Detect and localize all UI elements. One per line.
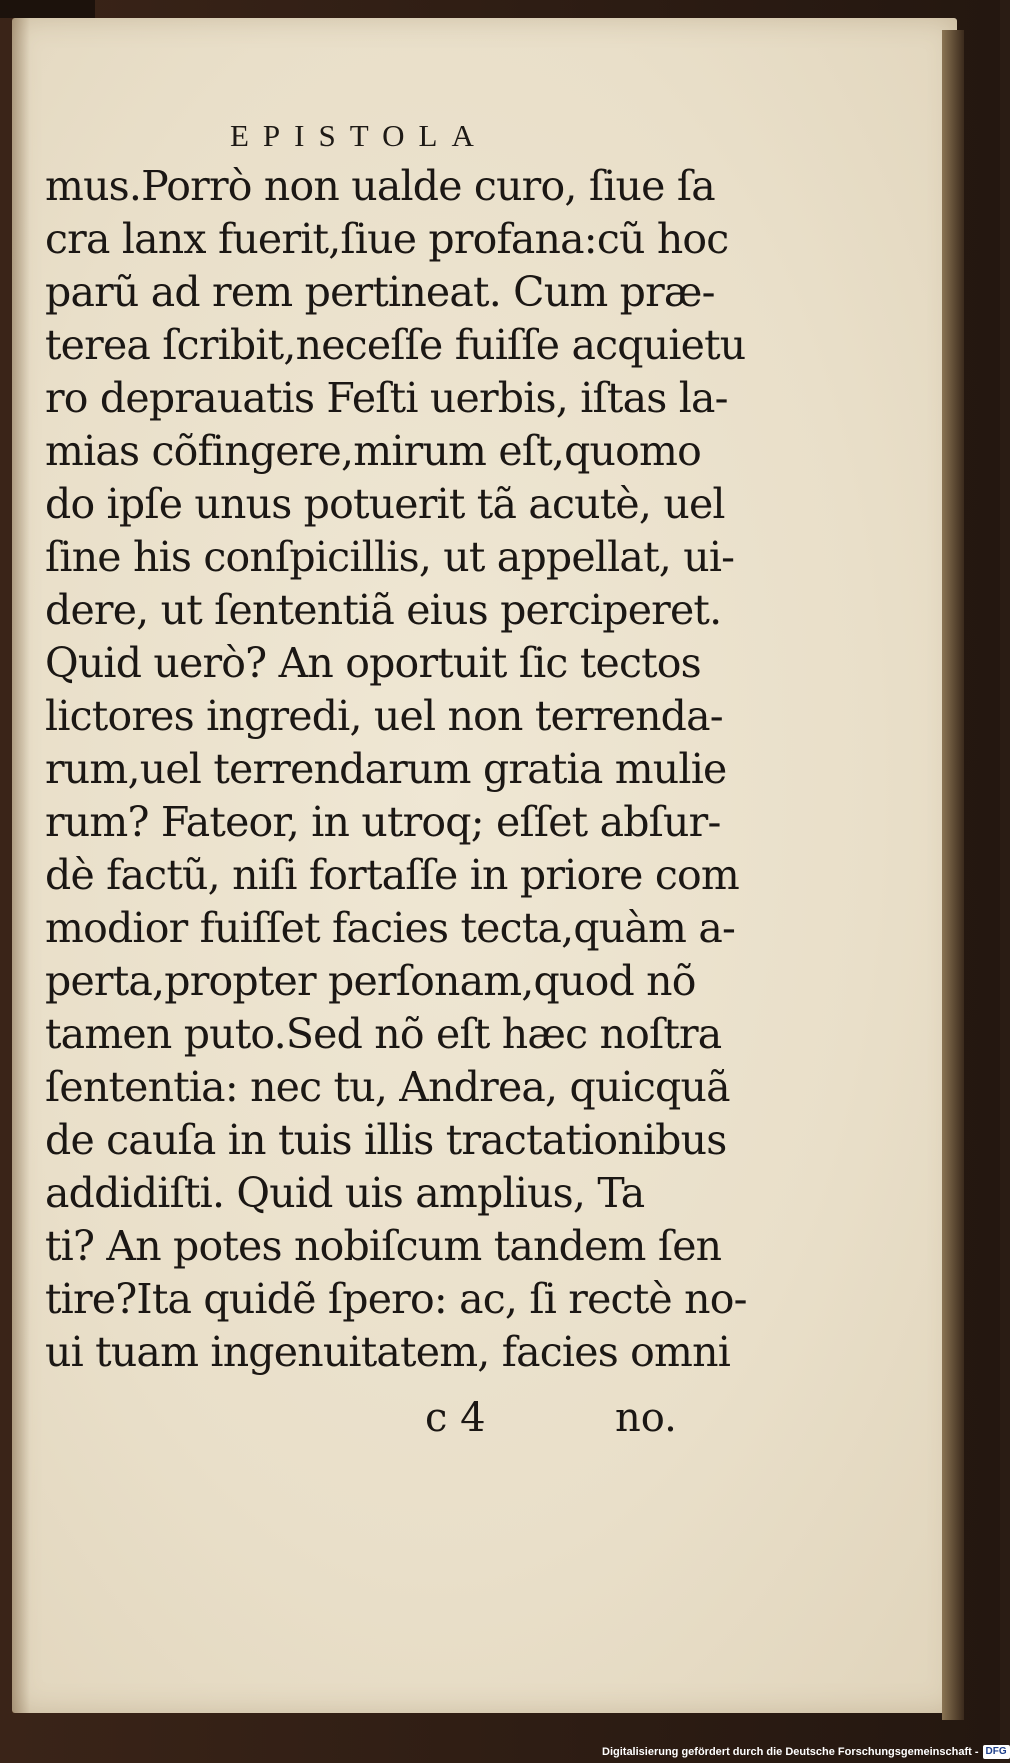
text-line: ſine his conſpicillis, ut appellat, ui-	[45, 533, 735, 581]
dfg-logo: DFG	[983, 1745, 1010, 1759]
text-line: rum? Fateor, in utroq; eſſet abſur-	[45, 798, 721, 846]
text-line: tamen puto.Sed nõ eſt hæc noſtra	[45, 1010, 722, 1058]
text-line: do ipſe unus potuerit tã acutè, uel	[45, 480, 725, 528]
text-line: addidiſti. Quid uis amplius, Ta	[45, 1169, 645, 1217]
text-line: dè factũ, niſi fortaſſe in priore com	[45, 851, 739, 899]
signature-mark: c 4	[425, 1395, 486, 1441]
text-line: dere, ut ſententiã eius perciperet.	[45, 586, 722, 634]
credit-text: Digitalisierung gefördert durch die Deutsche Forschungsgemeinschaft -	[602, 1746, 979, 1758]
text-line: mias cõfingere,mirum eſt,quomo	[45, 427, 702, 475]
running-head: EPISTOLA	[230, 118, 488, 153]
text-line: ui tuam ingenuitatem, facies omni	[45, 1328, 731, 1376]
text-line: tire?Ita quidẽ ſpero: ac, ſi rectè no-	[45, 1275, 747, 1323]
text-line: ſententia: nec tu, Andrea, quicquã	[45, 1063, 730, 1111]
text-line: lictores ingredi, uel non terrenda-	[45, 692, 723, 740]
text-line: rum,uel terrendarum gratia mulie	[45, 745, 727, 793]
text-line: cra lanx fuerit,ſiue profana:cũ hoc	[45, 215, 729, 263]
text-line: terea ſcribit,neceſſe fuiſſe acquietu	[45, 321, 746, 369]
scan-corner-shadow	[0, 0, 95, 18]
body-text	[45, 160, 747, 1379]
catchword: no.	[615, 1395, 677, 1441]
text-line: parũ ad rem pertineat. Cum præ-	[45, 268, 715, 316]
digitization-credit	[602, 1743, 1010, 1761]
text-line: ro deprauatis Feſti uerbis, iſtas la-	[45, 374, 728, 422]
text-line: modior fuiſſet facies tecta,quàm a-	[45, 904, 736, 952]
text-line: de cauſa in tuis illis tractationibus	[45, 1116, 727, 1164]
page-edge	[942, 30, 964, 1720]
text-line: Quid uerò? An oportuit ſic tectos	[45, 639, 701, 687]
text-line: mus.Porrò non ualde curo, ſiue ſa	[45, 162, 715, 210]
text-line: ti? An potes nobiſcum tandem ſen	[45, 1222, 722, 1270]
text-line: perta,propter perſonam,quod nõ	[45, 957, 696, 1005]
